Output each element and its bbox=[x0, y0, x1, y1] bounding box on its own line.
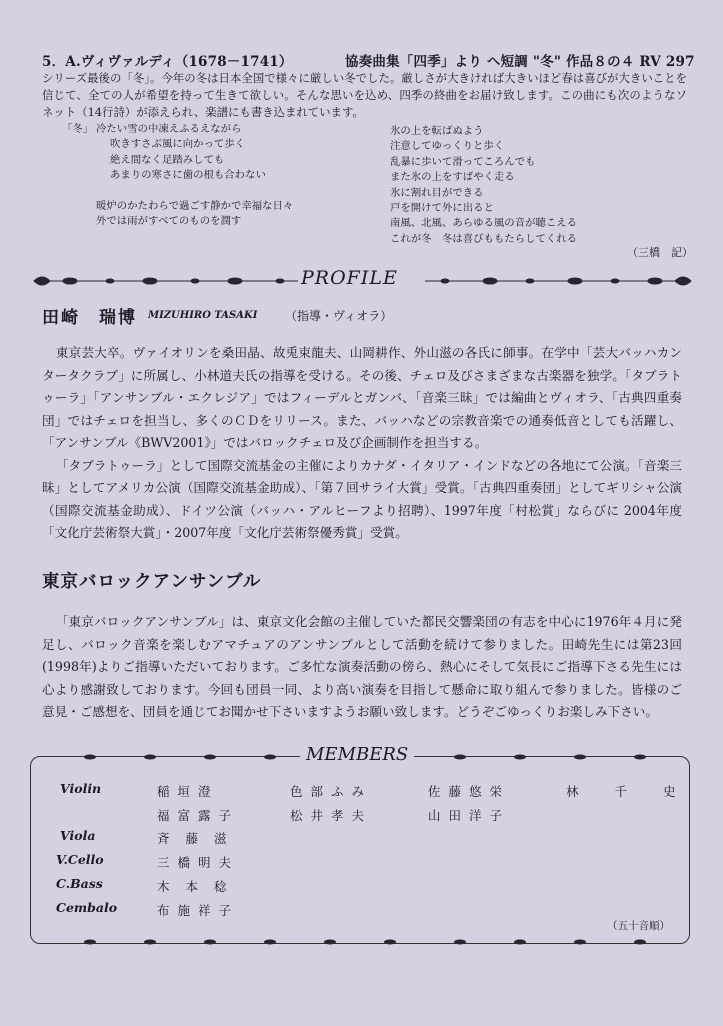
member-name: 山田洋子 bbox=[428, 808, 511, 823]
member-name: 稲垣澄 bbox=[157, 784, 219, 799]
member-name: 木本稔 bbox=[157, 879, 243, 894]
profile-body bbox=[42, 342, 682, 545]
conductor-roman-name: MIZUHIRO TASAKI bbox=[148, 310, 258, 321]
ensemble-paragraph: 「東京バロックアンサンブル」は、東京文化会館の主催していた都民交響楽団の有志を中心に1976年４月に発足し、バロック音楽を楽しむアマチュアのアンサンブルとして活動を続けて参りました。田崎先生には第23回(1998年)よりご指導いただいております。ご多忙な演奏活動の傍ら、熱心にそして気長にご指導下さる先生には心より感謝致しております。今回も団員一同、より高い演奏を目指して懸命に取り組んで参りました。皆様のご意見・ご感想を、団員を通じてお聞かせ下さいますようお願い致します。どうぞごゆっくりお楽しみ下さい。 bbox=[42, 614, 682, 719]
piece-title: 協奏曲集「四季」より ヘ短調 "冬" 作品８の４ RV 297 bbox=[345, 54, 695, 70]
member-name: 佐藤悠栄 bbox=[428, 784, 511, 799]
conductor-role: （指導・ヴィオラ） bbox=[285, 309, 393, 323]
instrument-viola: Viola bbox=[60, 828, 96, 843]
member-name: 松井孝夫 bbox=[290, 808, 373, 823]
sonnet-line: これが冬 冬は喜びももたらしてくれる bbox=[390, 232, 578, 245]
member-name: 福富露子 bbox=[157, 808, 240, 823]
sonnet-line: 外では雨がすべてのものを潤す bbox=[96, 215, 242, 228]
instrument-cello: V.Cello bbox=[56, 852, 104, 867]
sonnet-line: 暖炉のかたわらで過ごす静かで幸福な日々 bbox=[96, 199, 294, 212]
piece-composer: 5．A.ヴィヴァルディ（1678－1741） bbox=[42, 54, 293, 70]
profile-paragraph: 東京芸大卒。ヴァイオリンを桑田晶、故兎束龍夫、山岡耕作、外山滋の各氏に師事。在学中「芸大バッハカンタータクラブ」に所属し、小林道夫氏の指導を受ける。その後、チェロ及びさまざまな古楽器を独学。「タブラトゥーラ」「アンサンブル・エクレジア」ではフィーデルとガンバ、「音楽三昧」では編曲とヴィオラ、「古典四重奏団」ではチェロを担当し、多くのＣＤをリリース。また、バッハなどの宗教音楽での通奏低音としても活躍し、「アンサンブル《BWV2001》」ではバロックチェロ及び企画制作を担当する。 bbox=[42, 345, 682, 450]
members-heading: MEMBERS bbox=[300, 744, 414, 765]
sonnet-left bbox=[96, 122, 293, 229]
profile-paragraph: 「タブラトゥーラ」として国際交流基金の主催によりカナダ・イタリア・インドなどの各地にて公演。「音楽三昧」としてアメリカ公演（国際交流基金助成）、「第７回サライ大賞」受賞。「古典四重奏団」としてギリシャ公演（国際交流基金助成）、ドイツ公演（バッハ・アルヒーフより招聘）、1997年度「村松賞」ならびに 2004年度「文化庁芸術祭大賞」・2007年度「文化庁芸術祭優秀賞」受賞。 bbox=[42, 457, 682, 540]
intro-text: シリーズ最後の「冬」。今年の冬は日本全国で様々に厳しい冬でした。厳しさが大きければ大きいほど春は喜びが大きいことを信じて、全ての人が希望を持って生きて欲しい。そんな思いを込め、四季の終曲をお届け致します。この曲にも次のようなソネット（14行詩）が添えられ、楽譜にも書き込まれています。 bbox=[42, 71, 687, 119]
sonnet-line: 冷たい雪の中凍えふるえながら bbox=[96, 123, 242, 135]
sonnet-line: 氷に割れ目ができる bbox=[390, 186, 484, 199]
member-name: 色部ふみ bbox=[290, 784, 373, 799]
conductor-name: 田崎 瑞博 bbox=[42, 308, 137, 328]
member-name: 斉藤滋 bbox=[157, 831, 243, 846]
profile-heading: PROFILE bbox=[301, 267, 398, 289]
sonnet-label: 「冬」 bbox=[62, 123, 94, 135]
member-name: 布施祥子 bbox=[157, 903, 240, 918]
sonnet-line: 氷の上を転ばぬよう bbox=[390, 125, 484, 137]
sonnet-line: 注意してゆっくりと歩く bbox=[390, 140, 505, 153]
sonnet-line: 戸を開けて外に出ると bbox=[390, 202, 494, 215]
sonnet-line: 南風、北風、あらゆる風の音が聴こえる bbox=[390, 217, 578, 230]
instrument-cembalo: Cembalo bbox=[56, 900, 118, 915]
member-name: 林千史 bbox=[566, 784, 712, 799]
sonnet-line: 乱暴に歩いて滑ってころんでも bbox=[390, 155, 536, 168]
member-name: 三橋明夫 bbox=[157, 855, 240, 870]
members-frame-ornament-bottom bbox=[30, 938, 690, 946]
ensemble-title: 東京バロックアンサンブル bbox=[42, 572, 262, 592]
sonnet-line: また氷の上をすばやく走る bbox=[390, 171, 515, 184]
sonnet-line: 吹きすさぶ風に向かって歩く bbox=[110, 138, 246, 151]
sonnet-line: あまりの寒さに歯の根も合わない bbox=[110, 169, 266, 182]
ensemble-body bbox=[42, 611, 682, 724]
sonnet-right bbox=[390, 124, 577, 247]
instrument-violin: Violin bbox=[60, 781, 102, 796]
sonnet-credit: （三橋 記） bbox=[627, 246, 693, 259]
members-order-note: （五十音順） bbox=[607, 920, 670, 932]
instrument-bass: C.Bass bbox=[56, 876, 103, 891]
sonnet-line: 絶え間なく足踏みしても bbox=[110, 153, 225, 166]
